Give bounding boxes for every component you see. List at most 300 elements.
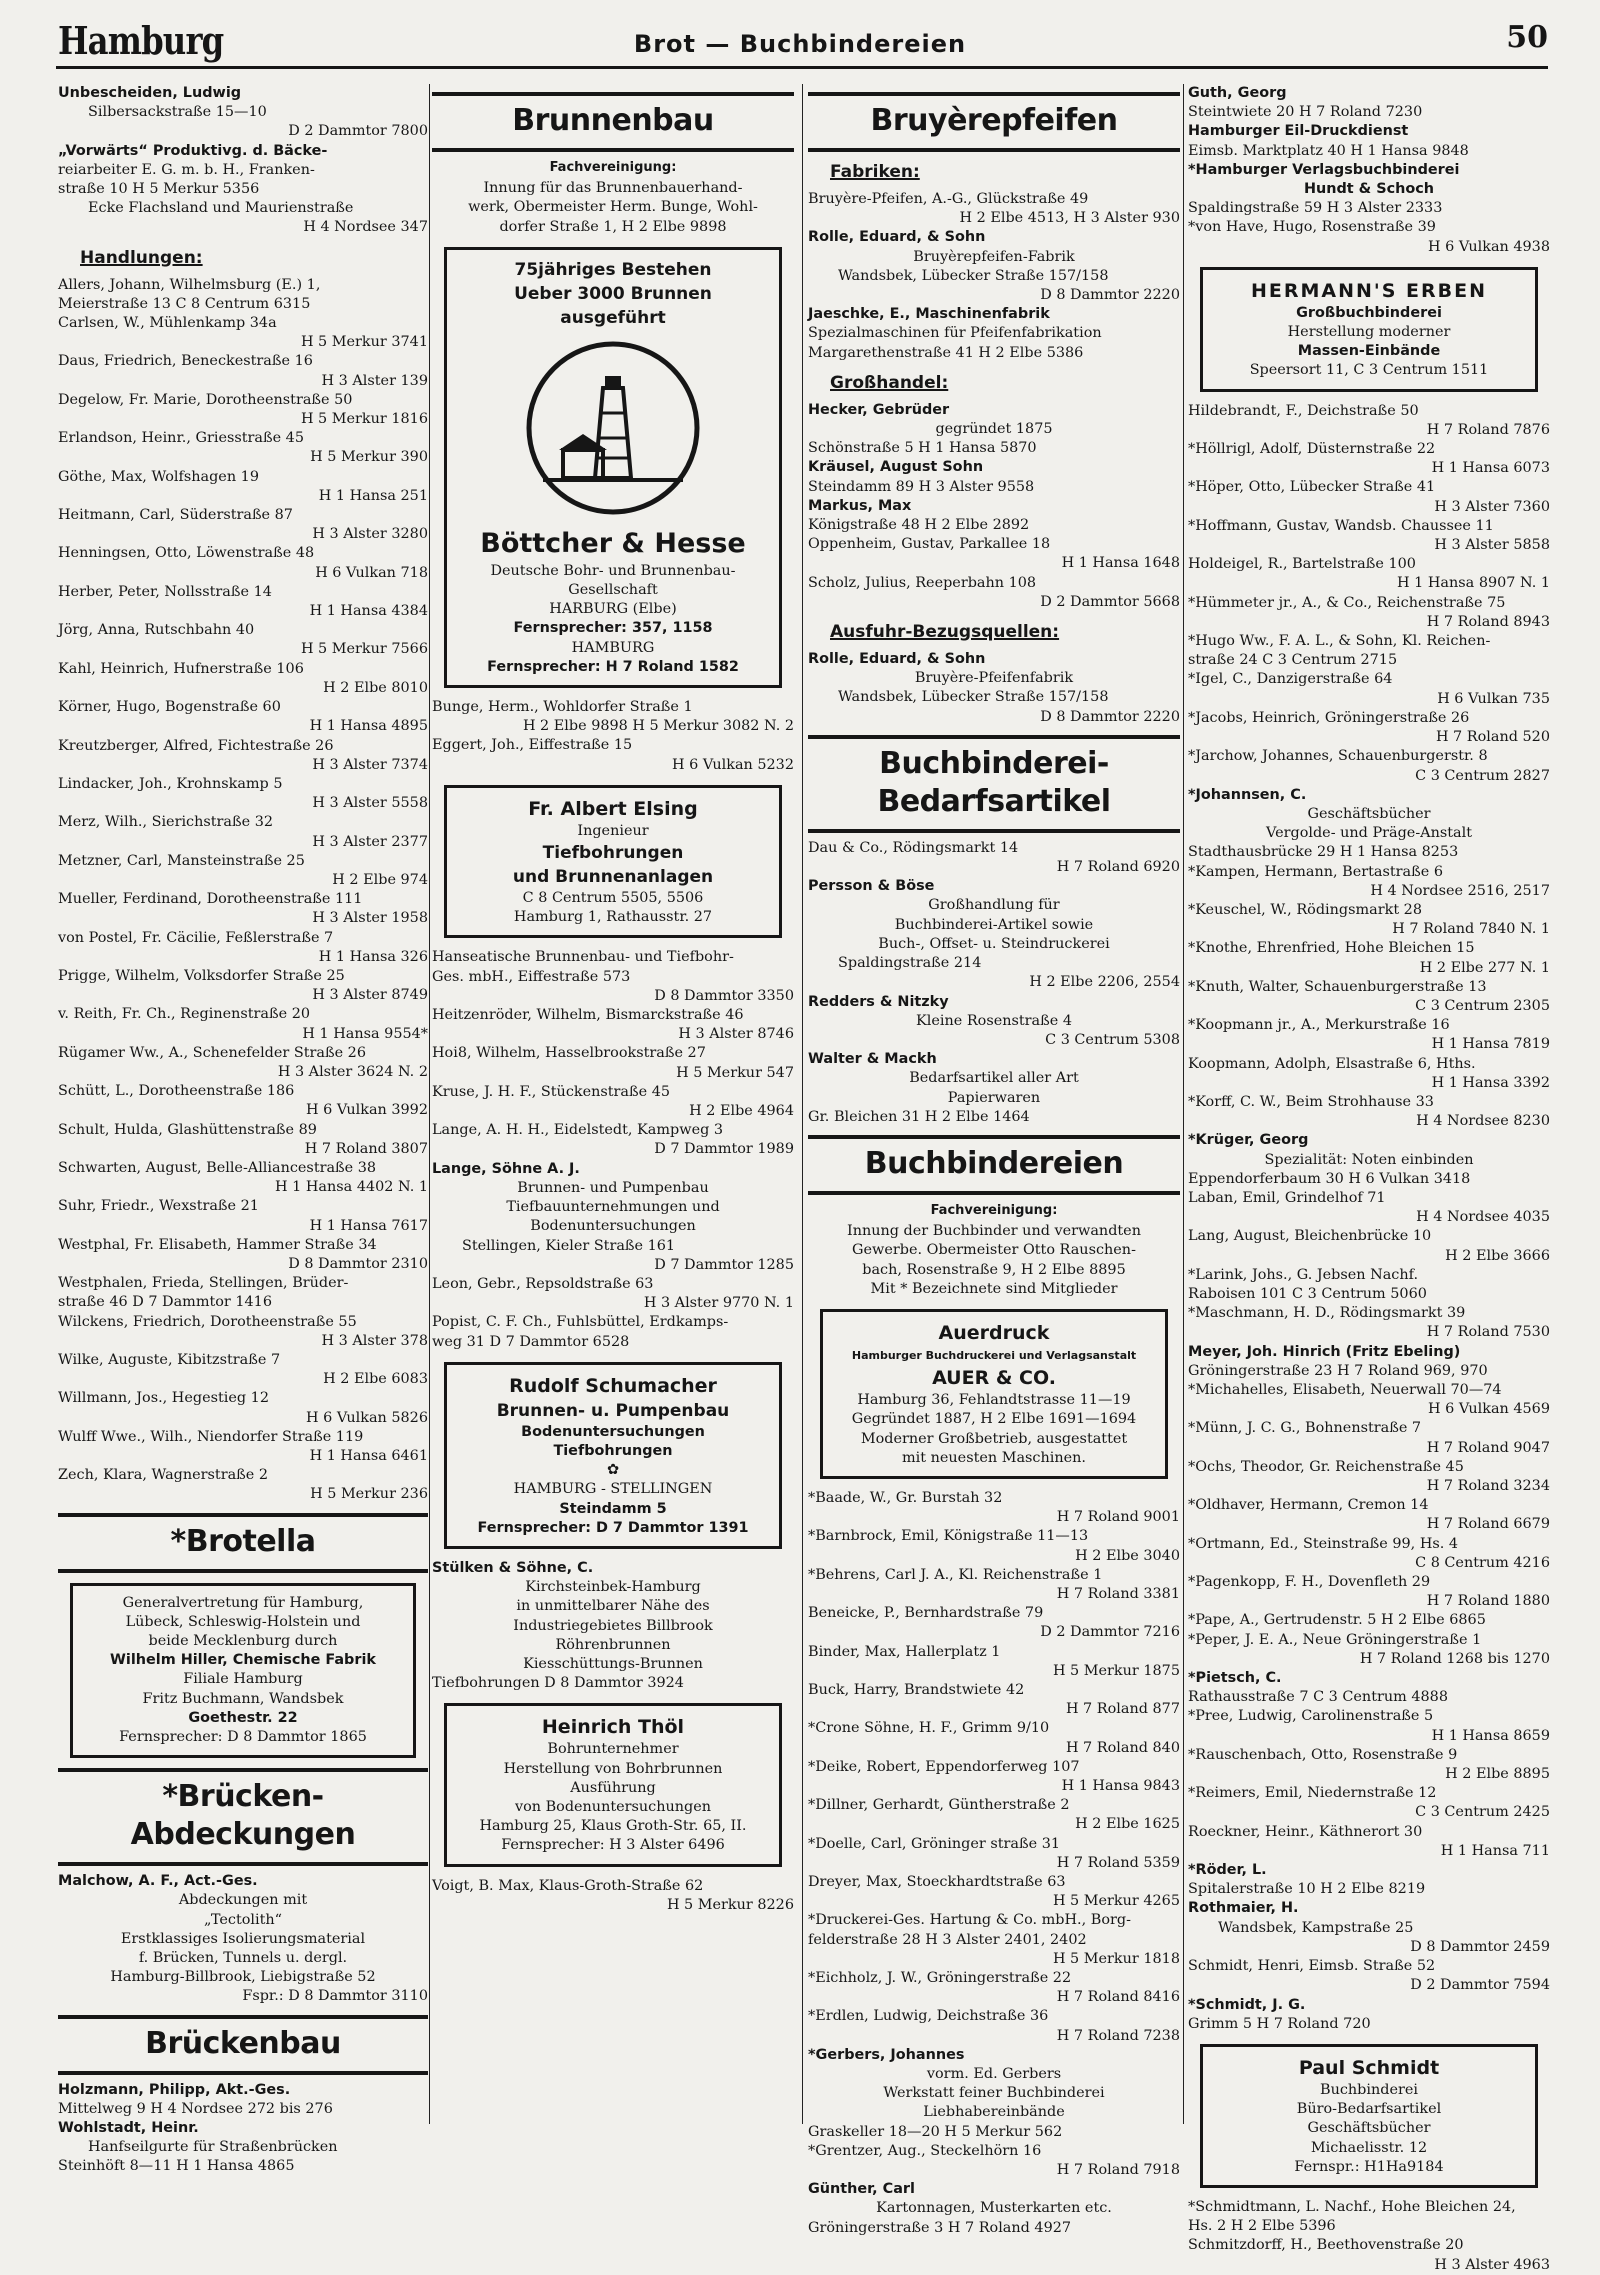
ad-line: Gesellschaft: [568, 582, 658, 599]
entry-line: Grimm 5 H 7 Roland 720: [1188, 2015, 1371, 2032]
phone-number: H 1 Hansa 6461: [309, 1448, 428, 1465]
section-title-brueckenbau: Brückenbau: [145, 2025, 341, 2061]
phone-number: H 5 Merkur 3741: [300, 334, 428, 351]
phone-number: C 3 Centrum 2425: [1415, 1804, 1550, 1821]
phone-number: D 7 Dammtor 1989: [654, 1141, 794, 1158]
section-title-brotella: *Brotella: [170, 1523, 316, 1559]
fach-label: Fachvereinigung:: [930, 1202, 1058, 1218]
entry-name: Walter & Mackh: [808, 1051, 937, 1068]
ad-line: Ingenieur: [577, 822, 649, 839]
paul-schmidt-ad: [1200, 2044, 1538, 2188]
entry-line: *Crone Söhne, H. F., Grimm 9/10: [808, 1720, 1050, 1737]
ad-firm: Auerdruck: [938, 1321, 1050, 1344]
entry-line: straße 24 C 3 Centrum 2715: [1188, 652, 1398, 669]
entry-name: „Vorwärts“ Produktivg. d. Bäcke-: [58, 142, 328, 159]
entry-line: Westphalen, Frieda, Stellingen, Brüder-: [58, 1275, 349, 1292]
entry-line: Eimsb. Marktplatz 40 H 1 Hansa 9848: [1188, 142, 1469, 159]
bakery-entries: [58, 84, 428, 1505]
phone-number: D 2 Dammtor 7594: [1410, 1977, 1550, 1994]
entry-line: Kahl, Heinrich, Hufnerstraße 106: [58, 660, 304, 677]
phone-number: H 3 Alster 8746: [678, 1026, 794, 1043]
entry-line: Stellingen, Kieler Straße 161: [462, 1237, 676, 1254]
entry-line: Metzner, Carl, Mansteinstraße 25: [58, 852, 305, 869]
boettcher-hesse-ad: [444, 247, 782, 688]
entry-line: *Ortmann, Ed., Steinstraße 99, Hs. 4: [1188, 1535, 1459, 1552]
phone-number: H 6 Vulkan 4938: [1428, 238, 1550, 255]
ad-line: Moderner Großbetrieb, ausgestattet: [860, 1430, 1128, 1447]
text-line: Generalvertretung für Hamburg,: [122, 1594, 364, 1611]
entry-line: Rügamer Ww., A., Schenefelder Straße 26: [58, 1044, 366, 1061]
entry-line: *Baade, W., Gr. Burstah 32: [808, 1489, 1003, 1506]
entry-line: Wandsbek, Kampstraße 25: [1218, 1919, 1414, 1936]
phone-number: H 3 Alster 5558: [312, 795, 428, 812]
ad-line: Tiefbohrungen: [553, 1442, 673, 1459]
phone-number: H 5 Merkur 1816: [300, 411, 428, 428]
text-line: beide Mecklenburg durch: [148, 1633, 338, 1650]
entry-line: Großhandlung für: [928, 897, 1060, 914]
entry-name: Wohlstadt, Heinr.: [58, 2120, 199, 2137]
phone-number: D 8 Dammtor 2220: [1040, 708, 1180, 725]
entry-line: Leon, Gebr., Repsoldstraße 63: [432, 1275, 654, 1292]
entry-line: Bruyèrepfeifen-Fabrik: [913, 248, 1075, 265]
entry-line: Bunge, Herm., Wohldorfer Straße 1: [432, 699, 693, 716]
fach-text: [808, 1222, 1180, 1299]
entry-line: *Michahelles, Elisabeth, Neuerwall 70—74: [1188, 1382, 1502, 1398]
entry-line: Eggert, Joh., Eiffestraße 15: [432, 737, 633, 754]
entry-line: Bruyère-Pfeifenfabrik: [914, 670, 1074, 687]
entry-line: vorm. Ed. Gerbers: [926, 2066, 1062, 2083]
entry-line: Kleine Rosenstraße 4: [916, 1012, 1072, 1029]
phone-number: H 7 Roland 3807: [304, 1140, 428, 1157]
phone-number: H 4 Nordsee 2516, 2517: [1370, 882, 1550, 899]
phone-number: H 1 Hansa 7617: [309, 1217, 428, 1234]
thoel-ad: [444, 1703, 782, 1866]
phone-number: H 5 Merkur 1875: [1052, 1662, 1180, 1679]
entry-line: *Peper, J. E. A., Neue Gröningerstraße 1: [1188, 1631, 1482, 1648]
pipe-factory-entries: [808, 190, 1180, 363]
entry-name: *Pietsch, C.: [1188, 1670, 1282, 1687]
entry-line: Gröningerstraße 3 H 7 Roland 4927: [808, 2219, 1072, 2236]
entry-line: Ges. mbH., Eiffestraße 573: [432, 968, 631, 985]
entry-line: Voigt, B. Max, Klaus-Groth-Straße 62: [432, 1877, 704, 1894]
section-rule: [808, 1135, 1180, 1139]
entry-line: „Tectolith“: [203, 1911, 283, 1928]
lighthouse-logo-icon: [523, 338, 703, 518]
column-2: [432, 84, 794, 2120]
ad-line: mit neuesten Maschinen.: [902, 1449, 1086, 1466]
ad-firm: Paul Schmidt: [1298, 2056, 1440, 2079]
entry-line: Buck, Harry, Brandstwiete 42: [808, 1681, 1025, 1698]
ad-line: Fernsprecher: 357, 1158: [513, 620, 713, 637]
entry-line: *Jarchow, Johannes, Schauenburgerstr. 8: [1188, 748, 1488, 765]
entry-line: *Kampen, Hermann, Bertastraße 6: [1188, 863, 1443, 880]
phone-number: H 1 Hansa 4384: [309, 603, 428, 620]
phone-number: H 6 Vulkan 5826: [306, 1409, 428, 1426]
entry-line: *Jacobs, Heinrich, Gröningerstraße 26: [1188, 709, 1470, 726]
entry-name: Redders & Nitzky: [808, 993, 949, 1010]
phone-number: H 3 Alster 3280: [312, 526, 428, 543]
entry-line: *Höper, Otto, Lübecker Straße 41: [1188, 479, 1436, 496]
ornament-icon: ✿: [606, 1462, 620, 1479]
text-line: Wilhelm Hiller, Chemische Fabrik: [110, 1652, 376, 1669]
entry-line: Tiefbauunternehmungen und: [506, 1199, 720, 1216]
ad-firm: Heinrich Thöl: [541, 1716, 685, 1739]
bookbinder-entries-3: [1188, 402, 1550, 2034]
well-entries-4: [432, 1877, 794, 1915]
entry-line: Carlsen, W., Mühlenkamp 34a: [58, 315, 277, 332]
entry-line: Allers, Johann, Wilhelmsburg (E.) 1,: [58, 276, 321, 293]
entry-line: Liebhabereinbände: [923, 2104, 1065, 2121]
phone-number: H 2 Elbe 6083: [323, 1371, 428, 1388]
phone-number: H 2 Elbe 3666: [1445, 1247, 1550, 1264]
entry-name: *Gerbers, Johannes: [808, 2046, 965, 2063]
entry-line: *Korff, C. W., Beim Strohhause 33: [1188, 1093, 1434, 1110]
phone-number: H 3 Alster 7374: [312, 756, 428, 773]
ad-line: Gegründet 1887, H 2 Elbe 1691—1694: [851, 1411, 1137, 1428]
entry-line: *Druckerei-Ges. Hartung & Co. mbH., Borg-: [808, 1912, 1131, 1929]
entry-line: Göthe, Max, Wolfshagen 19: [58, 468, 259, 485]
phone-number: H 2 Elbe 277 N. 1: [1419, 959, 1550, 976]
section-rule: [58, 2071, 428, 2075]
ad-line: Bohrunternehmer: [547, 1741, 679, 1758]
well-entries-1: [432, 698, 794, 775]
phone-number: D 2 Dammtor 5668: [1040, 593, 1180, 610]
entry-name: Rolle, Eduard, & Sohn: [808, 651, 986, 668]
entry-line: von Postel, Fr. Cäcilie, Feßlerstraße 7: [58, 929, 334, 946]
entry-line: *von Have, Hugo, Rosenstraße 39: [1188, 219, 1436, 236]
entry-line: Silbersackstraße 15—10: [88, 104, 267, 121]
page-header: [0, 0, 1600, 80]
ad-line: HAMBURG: [571, 639, 655, 656]
entry-line: *Ochs, Theodor, Gr. Reichenstraße 45: [1188, 1458, 1464, 1475]
ad-firm: HERMANN'S ERBEN: [1250, 279, 1487, 302]
ad-line: Tiefbohrungen: [542, 843, 684, 864]
subsection-fabriken: Fabriken:: [830, 162, 920, 182]
entry-line: Spezialität: Noten einbinden: [1264, 1151, 1474, 1168]
entry-line: Buch-, Offset- u. Steindruckerei: [878, 935, 1110, 952]
elsing-ad: [444, 785, 782, 939]
entry-line: Herber, Peter, Nollsstraße 14: [58, 583, 272, 600]
column-3: [808, 84, 1180, 2236]
entry-line: Gröningerstraße 23 H 7 Roland 969, 970: [1188, 1362, 1488, 1379]
entry-line: Graskeller 18—20 H 5 Merkur 562: [808, 2123, 1063, 2140]
ad-line: Speersort 11, C 3 Centrum 1511: [1249, 362, 1489, 379]
text-line: Fernsprecher: D 8 Dammtor 1865: [119, 1729, 367, 1746]
entry-line: Wandsbek, Lübecker Straße 157/158: [838, 689, 1109, 706]
entry-line: Koopmann, Adolph, Elsastraße 6, Hths.: [1188, 1055, 1476, 1072]
phone-number: D 8 Dammtor 2310: [288, 1255, 428, 1272]
entry-name: Günther, Carl: [808, 2181, 915, 2198]
section-title-brunnenbau: Brunnenbau: [512, 103, 714, 138]
phone-number: H 5 Merkur 390: [310, 449, 428, 466]
entry-line: Raboisen 101 C 3 Centrum 5060: [1188, 1285, 1427, 1302]
phone-number: H 5 Merkur 1818: [1052, 1950, 1180, 1967]
phone-number: H 4 Nordsee 8230: [1416, 1113, 1550, 1130]
section-rule: [58, 2015, 428, 2019]
fach-text: [432, 179, 794, 237]
phone-number: H 7 Roland 1880: [1426, 1593, 1550, 1610]
phone-number: H 7 Roland 1268 bis 1270: [1359, 1650, 1550, 1667]
auerdruck-ad: [820, 1309, 1168, 1479]
text-line: werk, Obermeister Herm. Bunge, Wohl-: [468, 199, 758, 216]
phone-number: Fspr.: D 8 Dammtor 3110: [242, 1988, 428, 2005]
text-line: Innung für das Brunnenbauerhand-: [483, 180, 743, 197]
phone-number: H 5 Merkur 236: [310, 1486, 428, 1503]
phone-number: H 3 Alster 1958: [312, 910, 428, 927]
entry-line: Ecke Flachsland und Maurienstraße: [88, 200, 354, 217]
entry-line: *Barnbrock, Emil, Königstraße 11—13: [808, 1528, 1089, 1545]
text-line: Filiale Hamburg: [183, 1671, 303, 1688]
phone-number: H 7 Roland 6679: [1426, 1516, 1550, 1533]
section-rule: [808, 148, 1180, 152]
bookbinder-entries-4: [1188, 2198, 1550, 2275]
ad-line: Fernsprecher: H 3 Alster 6496: [501, 1837, 725, 1854]
phone-number: H 1 Hansa 8659: [1431, 1727, 1550, 1744]
text-line: Gewerbe. Obermeister Otto Rauschen-: [852, 1242, 1136, 1259]
phone-number: H 3 Alster 9770 N. 1: [643, 1295, 794, 1312]
entry-name: Hundt & Schoch: [1303, 181, 1435, 198]
section-rule: [58, 1513, 428, 1517]
title-line: Buchbinderei-: [879, 745, 1109, 781]
entry-line: *Pape, A., Gertrudenstr. 5 H 2 Elbe 6865: [1188, 1612, 1486, 1629]
entry-line: *Münn, J. C. G., Bohnenstraße 7: [1188, 1420, 1422, 1437]
phone-number: H 3 Alster 378: [321, 1332, 428, 1349]
header-city: Hamburg: [58, 18, 224, 63]
ad-line: Fernspr.: H1Ha9184: [1294, 2158, 1444, 2175]
header-range: Brot — Buchbindereien: [633, 30, 967, 58]
entry-line: Zech, Klara, Wagnerstraße 2: [58, 1467, 269, 1484]
entry-line: Spaldingstraße 59 H 3 Alster 2333: [1188, 200, 1443, 217]
entry-line: Margarethenstraße 41 H 2 Elbe 5386: [808, 344, 1084, 361]
entry-line: *Dillner, Gerhardt, Güntherstraße 2: [808, 1797, 1070, 1814]
ad-line: Brunnen- u. Pumpenbau: [496, 1400, 730, 1421]
entry-line: Heitzenröder, Wilhelm, Bismarckstraße 46: [432, 1007, 744, 1024]
subsection-ausfuhr: Ausfuhr-Bezugsquellen:: [830, 622, 1060, 643]
phone-number: D 8 Dammtor 3350: [654, 987, 794, 1004]
entry-line: Laban, Emil, Grindelhof 71: [1188, 1189, 1386, 1206]
entry-line: Papierwaren: [947, 1089, 1041, 1106]
phone-number: H 7 Roland 9047: [1426, 1439, 1550, 1456]
phone-number: H 7 Roland 877: [1065, 1701, 1180, 1718]
entry-line: Hanfseilgurte für Straßenbrücken: [88, 2139, 338, 2156]
entry-line: Dreyer, Max, Stoeckhardtstraße 63: [808, 1874, 1066, 1891]
entry-line: Werkstatt feiner Buchbinderei: [883, 2085, 1105, 2102]
entry-line: Daus, Friedrich, Beneckestraße 16: [58, 353, 313, 370]
entry-name: *Röder, L.: [1188, 1862, 1267, 1879]
entry-line: Roeckner, Heinr., Käthnerort 30: [1188, 1823, 1423, 1840]
entry-line: Oppenheim, Gustav, Parkallee 18: [808, 536, 1051, 553]
entry-line: *Keuschel, W., Rödingsmarkt 28: [1188, 901, 1422, 918]
entry-name: Meyer, Joh. Hinrich (Fritz Ebeling): [1188, 1343, 1461, 1360]
entry-line: *Deike, Robert, Eppendorferweg 107: [808, 1758, 1080, 1775]
phone-number: H 2 Elbe 8895: [1445, 1766, 1550, 1783]
phone-number: H 6 Vulkan 735: [1437, 690, 1550, 707]
entry-line: Beneicke, P., Bernhardstraße 79: [808, 1605, 1044, 1622]
entry-line: Suhr, Friedr., Wexstraße 21: [58, 1198, 259, 1215]
title-line: *Brücken-: [162, 1779, 324, 1815]
section-title-bruyere: Bruyèrepfeifen: [870, 103, 1118, 138]
entry-line: Mittelweg 9 H 4 Nordsee 272 bis 276: [58, 2100, 333, 2117]
phone-number: C 3 Centrum 2305: [1415, 997, 1550, 1014]
column-divider: [802, 84, 803, 2124]
section-rule: [432, 148, 794, 152]
phone-number: H 1 Hansa 4402 N. 1: [275, 1179, 428, 1196]
entry-line: *Doelle, Carl, Gröninger straße 31: [808, 1835, 1061, 1852]
section-rule: [432, 92, 794, 96]
bridge-cover-entries: [58, 1872, 428, 2006]
entry-line: Schütt, L., Dorotheenstraße 186: [58, 1083, 295, 1100]
phone-number: D 2 Dammtor 7800: [288, 123, 428, 140]
phone-number: H 2 Elbe 4513, H 3 Alster 930: [959, 210, 1180, 227]
ad-line: Bodenuntersuchungen: [521, 1423, 705, 1440]
subsection-heading: Handlungen:: [80, 247, 203, 268]
entry-line: *Hugo Ww., F. A. L., & Sohn, Kl. Reichen-: [1188, 633, 1491, 650]
section-rule: [808, 829, 1180, 833]
entry-line: f. Brücken, Tunnels u. dergl.: [138, 1950, 348, 1967]
section-rule: [58, 1569, 428, 1573]
entry-line: Wandsbek, Lübecker Straße 157/158: [838, 267, 1109, 284]
phone-number: H 6 Vulkan 4569: [1428, 1401, 1550, 1418]
entry-line: Schmitzdorff, H., Beethovenstraße 20: [1188, 2237, 1464, 2254]
entry-name: *Johannsen, C.: [1188, 786, 1307, 803]
entry-line: v. Reith, Fr. Ch., Reginenstraße 20: [58, 1006, 311, 1023]
entry-line: *Rauschenbach, Otto, Rosenstraße 9: [1188, 1746, 1458, 1763]
fach-label: Fachvereinigung:: [549, 160, 677, 175]
ad-line: von Bodenuntersuchungen: [514, 1798, 712, 1815]
ad-line: Fernsprecher: H 7 Roland 1582: [487, 658, 739, 675]
entry-name: Malchow, A. F., Act.-Ges.: [58, 1873, 258, 1890]
entry-line: Dau & Co., Rödingsmarkt 14: [808, 839, 1019, 856]
phone-number: D 2 Dammtor 7216: [1040, 1624, 1180, 1641]
entry-line: Wilckens, Friedrich, Dorotheenstraße 55: [58, 1313, 357, 1330]
ad-line: C 8 Centrum 5505, 5506: [522, 890, 704, 907]
entry-line: *Igel, C., Danzigerstraße 64: [1188, 671, 1393, 688]
phone-number: H 1 Hansa 711: [1440, 1842, 1550, 1859]
phone-number: H 3 Alster 7360: [1434, 498, 1550, 515]
entry-line: Degelow, Fr. Marie, Dorotheenstraße 50: [58, 391, 353, 408]
entry-line: Buchbinderei-Artikel sowie: [894, 916, 1094, 933]
phone-number: C 3 Centrum 5308: [1045, 1031, 1180, 1048]
entry-name: Holzmann, Philipp, Akt.-Ges.: [58, 2081, 291, 2098]
entry-name: Persson & Böse: [808, 878, 935, 895]
phone-number: H 1 Hansa 326: [318, 948, 428, 965]
entry-line: in unmittelbarer Nähe des: [516, 1598, 710, 1615]
entry-line: Vergolde- und Präge-Anstalt: [1266, 825, 1472, 842]
text-line: dorfer Straße 1, H 2 Elbe 9898: [499, 218, 727, 235]
entry-line: *Knothe, Ehrenfried, Hohe Bleichen 15: [1188, 940, 1475, 957]
phone-number: H 3 Alster 8749: [312, 987, 428, 1004]
section-rule: [808, 92, 1180, 96]
entry-name: *Schmidt, J. G.: [1188, 1996, 1306, 2013]
ad-line: Großbuchbinderei: [1296, 304, 1442, 321]
text-line: Mit * Bezeichnete sind Mitglieder: [870, 1280, 1118, 1297]
column-4: [1188, 84, 1550, 2273]
phone-number: H 7 Roland 8943: [1426, 613, 1550, 630]
entry-line: Geschäftsbücher: [1307, 805, 1431, 822]
text-line: Innung der Buchbinder und verwandten: [847, 1223, 1141, 1240]
bookbinder-entries-2: [1188, 84, 1550, 257]
entry-line: Brunnen- und Pumpenbau: [517, 1179, 709, 1196]
ad-firm: Fr. Albert Elsing: [528, 797, 698, 820]
pipe-wholesale-entries: [808, 401, 1180, 612]
phone-number: H 3 Alster 4963: [1434, 2256, 1550, 2273]
entry-line: *Pree, Ludwig, Carolinenstraße 5: [1188, 1708, 1434, 1725]
entry-line: Eppendorferbaum 30 H 6 Vulkan 3418: [1188, 1170, 1471, 1187]
ad-line: HARBURG (Elbe): [549, 601, 677, 618]
entry-name: *Krüger, Georg: [1188, 1132, 1309, 1149]
entry-name: Guth, Georg: [1188, 85, 1287, 101]
entry-line: Steintwiete 20 H 7 Roland 7230: [1188, 104, 1423, 121]
ad-line: und Brunnenanlagen: [512, 867, 714, 888]
entry-line: Henningsen, Otto, Löwenstraße 48: [58, 545, 315, 562]
entry-line: *Maschmann, H. D., Rödingsmarkt 39: [1188, 1305, 1466, 1322]
ad-line: Ausführung: [570, 1779, 656, 1796]
phone-number: H 7 Roland 7876: [1426, 421, 1550, 438]
phone-number: H 1 Hansa 4895: [309, 718, 428, 735]
entry-line: *Reimers, Emil, Niedernstraße 12: [1188, 1785, 1437, 1802]
entry-line: Hanseatische Brunnenbau- und Tiefbohr-: [432, 949, 734, 966]
entry-line: Lang, August, Bleichenbrücke 10: [1188, 1228, 1432, 1245]
ad-line: Michaelisstr. 12: [1310, 2139, 1428, 2156]
section-title-bruecken-abdeckungen: [58, 1778, 428, 1854]
entry-line: Industriegebietes Billbrook: [513, 1617, 713, 1634]
column-divider: [1183, 84, 1184, 2124]
entry-line: Kreutzberger, Alfred, Fichtestraße 26: [58, 737, 334, 754]
entry-line: Röhrenbrunnen: [555, 1636, 671, 1653]
phone-number: H 2 Elbe 1625: [1075, 1816, 1180, 1833]
entry-line: gegründet 1875: [935, 421, 1053, 438]
phone-number: H 7 Roland 7238: [1056, 2027, 1180, 2044]
entry-line: Bedarfsartikel aller Art: [909, 1070, 1079, 1087]
ad-line: Steindamm 5: [559, 1500, 667, 1517]
entry-line: Körner, Hugo, Bogenstraße 60: [58, 699, 281, 716]
bridge-building-entries: [58, 2081, 428, 2177]
phone-number: H 7 Roland 7530: [1426, 1324, 1550, 1341]
phone-number: H 1 Hansa 9554*: [302, 1025, 428, 1042]
entry-line: Hamburg-Billbrook, Liebigstraße 52: [110, 1969, 376, 1986]
entry-name: Markus, Max: [808, 497, 912, 514]
entry-line: Willmann, Jos., Hegestieg 12: [58, 1390, 269, 1407]
brotella-ad: [70, 1583, 416, 1759]
phone-number: D 8 Dammtor 2459: [1410, 1938, 1550, 1955]
entry-line: *Oldhaver, Hermann, Cremon 14: [1188, 1497, 1429, 1514]
ad-line: Büro-Bedarfsartikel: [1296, 2101, 1442, 2118]
phone-number: H 1 Hansa 3392: [1431, 1074, 1550, 1091]
ad-line: AUER & CO.: [932, 1367, 1056, 1390]
entry-line: *Koopmann jr., A., Merkurstraße 16: [1188, 1017, 1450, 1034]
ad-line: Hamburg 36, Fehlandtstrasse 11—19: [857, 1392, 1131, 1409]
entry-line: *Eichholz, J. W., Gröningerstraße 22: [808, 1970, 1072, 1987]
ad-firm: Rudolf Schumacher: [509, 1374, 717, 1397]
entry-line: Steindamm 89 H 3 Alster 9558: [808, 478, 1035, 495]
entry-line: straße 10 H 5 Merkur 5356: [58, 181, 260, 198]
entry-name: *Hamburger Verlagsbuchbinderei: [1188, 161, 1460, 178]
title-line: Abdeckungen: [130, 1817, 356, 1853]
ad-line: Hamburg 1, Rathausstr. 27: [513, 909, 713, 926]
entry-line: Bruyère-Pfeifen, A.-G., Glückstraße 49: [808, 191, 1089, 207]
phone-number: H 7 Roland 9001: [1056, 1509, 1180, 1526]
pipe-export-entries: [808, 650, 1180, 727]
entry-line: *Hümmeter jr., A., & Co., Reichenstraße 75: [1188, 594, 1506, 611]
entry-line: Steinhöft 8—11 H 1 Hansa 4865: [58, 2158, 295, 2175]
ad-line: Deutsche Bohr- und Brunnenbau-: [490, 562, 736, 579]
ad-line: Buchbinderei: [1320, 2081, 1418, 2098]
entry-line: Westphal, Fr. Elisabeth, Hammer Straße 34: [58, 1236, 377, 1253]
section-rule: [808, 1191, 1180, 1195]
entry-line: *Grentzer, Aug., Steckelhörn 16: [808, 2142, 1042, 2159]
entry-name: Kräusel, August Sohn: [808, 459, 984, 476]
entry-line: *Larink, Johs., G. Jebsen Nachf.: [1188, 1266, 1419, 1283]
